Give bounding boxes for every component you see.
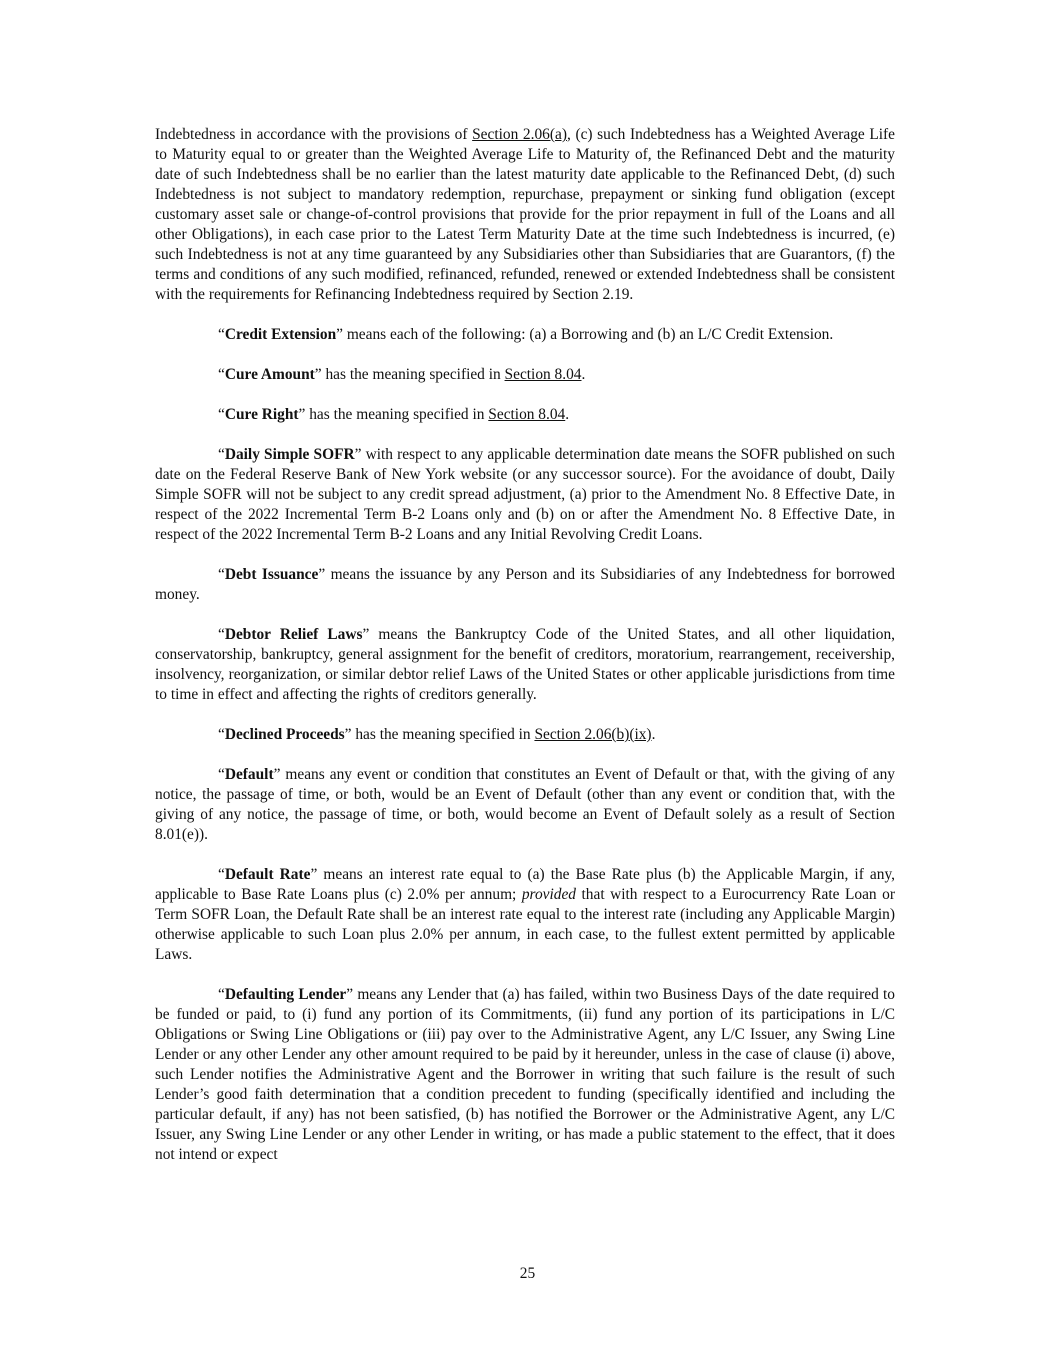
definition-paragraph [155, 725, 895, 745]
defined-term: Debt Issuance [224, 566, 319, 583]
definitions-text [155, 125, 895, 1185]
section-reference: Section 2.06(b)(ix) [534, 726, 652, 743]
definition-paragraph [155, 405, 895, 425]
definition-paragraph [155, 325, 895, 345]
defined-term: Cure Right [224, 406, 299, 423]
definition-paragraph [155, 625, 895, 705]
definition-paragraph [155, 445, 895, 545]
definition-paragraph [155, 865, 895, 965]
paragraph-text: ” has the meaning specified in [314, 366, 505, 383]
defined-term: Default [224, 766, 274, 783]
paragraph-text: ” means any Lender that (a) has failed, within two Business Days of the date required to be funded or paid, to (i) fund any portion of its Commitments, (ii) fund any portion of its participations in L/C Obligations or Swing Line Obligations or (iii) pay over to the Administrative Agent, any L/C Issuer, any Swing Line Lender or any other Lender any other amount required to be paid by it hereunder, unless in the case of clause (i) above, such Lender notifies the Administrative Agent and the Borrower in writing that such failure is the result of such Lender’s good faith determination that a condition precedent to funding (specifically identified and including the particular default, if any) has not been satisfied, (b) has notified the Borrower or the Administrative Agent, any L/C Issuer, any Swing Line Lender or any other Lender in writing, or has made a public statement to the effect, that it does not intend or expect [155, 986, 896, 1163]
defined-term: Defaulting Lender [224, 986, 347, 1003]
paragraph-text: ” with respect to any applicable determination date means the SOFR published on such date on the Federal Reserve Bank of New York website (or any successor source). For the avoidance of doubt, Daily Simple SOFR will not be subject to any credit spread adjustment, (a) prior to the Amendment No. 8 Effective Date, in respect of the 2022 Incremental Term B-2 Loans only and (b) on or after the Amendment No. 8 Effective Date, in respect of the 2022 Incremental Term B-2 Loans and any Initial Revolving Credit Loans. [155, 446, 896, 543]
paragraph-text: ” means each of the following: (a) a Borrowing and (b) an L/C Credit Extension. [336, 326, 834, 343]
paragraph-text: ” means any event or condition that constitutes an Event of Default or that, with the giving of any notice, the passage of time, or both, would be an Event of Default (other than any event or condition that, with the giving of any notice, the passage of time, or both, would become an Event of Default solely as a result of Section 8.01(e)). [155, 766, 895, 843]
page-number: 25 [519, 1265, 536, 1282]
paragraph-text: “ [218, 986, 225, 1003]
paragraph-text: . [651, 726, 656, 743]
definition-paragraph [155, 985, 895, 1165]
defined-term: Cure Amount [224, 366, 315, 383]
paragraph-text: “ [218, 326, 225, 343]
paragraph-text: ” means the issuance by any Person and its Subsidiaries of any Indebtedness for borrowed money. [155, 566, 895, 603]
definition-paragraph [155, 765, 895, 845]
defined-term: Credit Extension [224, 326, 337, 343]
paragraph-text: . [581, 366, 586, 383]
defined-term: Daily Simple SOFR [224, 446, 355, 463]
paragraph-text: ” means an interest rate equal to (a) the Base Rate plus (b) the Applicable Margin, if any, applicable to Base Rate Loans plus (c) 2.0% per annum; [155, 866, 895, 903]
section-reference: Section 2.06(a) [472, 126, 567, 143]
paragraph-text: “ [218, 766, 225, 783]
section-reference: Section 8.04 [504, 366, 582, 383]
definition-paragraph [155, 565, 895, 605]
paragraph-text: “ [218, 626, 225, 643]
paragraph-text: “ [218, 566, 225, 583]
continuation-paragraph [155, 125, 895, 305]
paragraph-text: ” means the Bankruptcy Code of the United States, and all other liquidation, conservatorship, bankruptcy, general assignment for the benefit of creditors, moratorium, rearrangement, receivership, insolvency, reorganization, or similar debtor relief Laws of the United States or other applicable jurisdictions from time to time in effect and affecting the rights of creditors generally. [155, 626, 896, 703]
paragraph-text: “ [218, 726, 225, 743]
definition-paragraph [155, 365, 895, 385]
paragraph-text: , (c) such Indebtedness has a Weighted Average Life to Maturity equal to or greater than the Weighted Average Life to Maturity of, the Refinanced Debt and the maturity date of such Indebtedness shall be no earlier than the latest maturity date applicable to the Refinanced Debt, (d) such Indebtedness is not subject to mandatory redemption, repurchase, prepayment or sinking fund obligation (except customary asset sale or change-of-control provisions that provide for the prior repayment in full of the Loans and all other Obligations), in each case prior to the Latest Term Maturity Date at the time such Indebtedness is incurred, (e) such Indebtedness is not at any time guaranteed by any Subsidiaries other than Subsidiaries that are Guarantors, (f) the terms and conditions of any such modified, refinanced, refunded, renewed or extended Indebtedness shall be consistent with the requirements for Refinancing Indebtedness required by Section 2.19. [155, 126, 895, 303]
defined-term: Declined Proceeds [224, 726, 345, 743]
paragraph-text: ” has the meaning specified in [344, 726, 535, 743]
paragraph-text: “ [218, 406, 225, 423]
section-reference: Section 8.04 [488, 406, 566, 423]
paragraph-text: “ [218, 446, 225, 463]
paragraph-text: that with respect to a Eurocurrency Rate Loan or Term SOFR Loan, the Default Rate shall be an interest rate equal to the interest rate (including any Applicable Margin) otherwise applicable to such Loan plus 2.0% per annum, in each case, to the fullest extent permitted by applicable Laws. [155, 886, 895, 963]
emphasis: provided [521, 886, 576, 903]
paragraph-text: ” has the meaning specified in [298, 406, 489, 423]
paragraph-text: Indebtedness in accordance with the provisions of [155, 126, 473, 143]
defined-term: Debtor Relief Laws [224, 626, 363, 643]
paragraph-text: “ [218, 366, 225, 383]
paragraph-text: . [565, 406, 570, 423]
paragraph-text: “ [218, 866, 225, 883]
defined-term: Default Rate [224, 866, 311, 883]
